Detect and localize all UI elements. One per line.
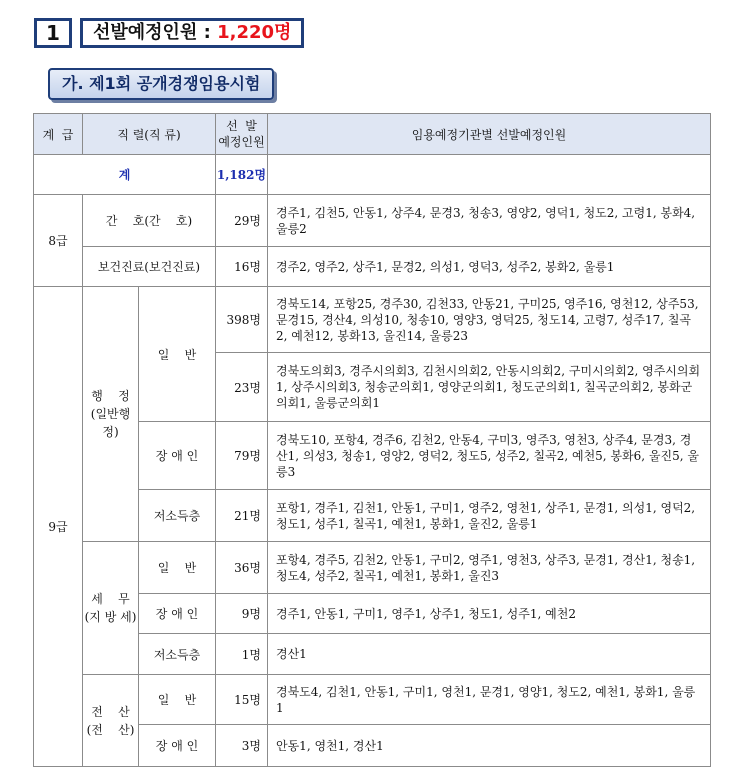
total-count: 1,220명 [217, 22, 292, 43]
row-agencies: 경북도10, 포항4, 경주6, 김천2, 안동4, 구미3, 영주3, 영천3, 상주4, 문경3, 경산1, 의성3, 청송1, 영양2, 영덕2, 청도5, 성주2, 칠곡2, 예천5, 봉화6, 울진5, 울릉3 [268, 422, 711, 490]
table-row [34, 287, 711, 353]
admin-general-type: 일 반 [139, 287, 216, 422]
row-agencies: 경북도4, 김천1, 안동1, 구미1, 영천1, 문경1, 영양1, 청도2, 예천1, 봉화1, 울릉1 [268, 675, 711, 725]
recruitment-table [33, 113, 711, 767]
row-count: 79명 [216, 422, 268, 490]
section-title-text: 선발예정인원 : [93, 22, 211, 43]
row-count: 398명 [216, 287, 268, 353]
table-row [34, 542, 711, 594]
row-agencies: 경주1, 안동1, 구미1, 영주1, 상주1, 청도1, 성주1, 예천2 [268, 594, 711, 634]
tax-sublabel: (지 방 세) [84, 610, 137, 624]
row-count: 21명 [216, 490, 268, 542]
row-agencies: 안동1, 영천1, 경산1 [268, 725, 711, 767]
row-count: 16명 [216, 247, 268, 287]
total-label: 계 [34, 155, 216, 195]
table-header-row [34, 114, 711, 155]
admin-label: 행 정 [91, 389, 130, 403]
computer-position [83, 675, 139, 767]
type-label: 장 애 인 [139, 725, 216, 767]
total-agency-empty [268, 155, 711, 195]
sub-section-title: 가. 제1회 공개경쟁임용시험 [48, 68, 274, 100]
computer-sublabel: (전 산) [86, 722, 135, 737]
row-count: 3명 [216, 725, 268, 767]
grade-8-label: 8급 [34, 195, 83, 287]
header-count-line1: 선 발 [226, 119, 257, 133]
row-count: 1명 [216, 634, 268, 675]
admin-position [83, 287, 139, 542]
row-agencies: 경주1, 김천5, 안동1, 상주4, 문경3, 청송3, 영양2, 영덕1, 청도2, 고령1, 봉화4, 울릉2 [268, 195, 711, 247]
grade-9-label: 9급 [34, 287, 83, 767]
row-count: 15명 [216, 675, 268, 725]
tax-label: 세 무 [91, 592, 130, 606]
position-health-clinic: 보건진료(보건진료) [83, 247, 216, 287]
computer-label: 전 산 [91, 704, 130, 719]
row-count: 29명 [216, 195, 268, 247]
type-label: 저소득층 [139, 490, 216, 542]
total-row [34, 155, 711, 195]
table-row [34, 675, 711, 725]
row-count: 36명 [216, 542, 268, 594]
type-label: 장 애 인 [139, 594, 216, 634]
row-count: 23명 [216, 353, 268, 422]
table-row [34, 247, 711, 287]
row-count: 9명 [216, 594, 268, 634]
header-count [216, 114, 268, 155]
row-agencies: 경주2, 영주2, 상주1, 문경2, 의성1, 영덕3, 성주2, 봉화2, 울릉1 [268, 247, 711, 287]
type-label: 일 반 [139, 542, 216, 594]
row-agencies: 포항4, 경주5, 김천2, 안동1, 구미2, 영주1, 영천3, 상주3, 문경1, 경산1, 청송1, 청도4, 성주2, 칠곡1, 예천1, 봉화1, 울진3 [268, 542, 711, 594]
row-agencies: 경산1 [268, 634, 711, 675]
type-label: 일 반 [139, 675, 216, 725]
type-label: 저소득층 [139, 634, 216, 675]
admin-sublabel: (일반행정) [90, 407, 131, 439]
row-agencies: 경북도14, 포항25, 경주30, 김천33, 안동21, 구미25, 영주16, 영천12, 상주53, 문경15, 경산4, 의성10, 청송10, 영양3, 영덕25, 청도14, 고령7, 성주17, 칠곡2, 예천12, 봉화13, 울진14, 울릉23 [268, 287, 711, 353]
row-agencies: 포항1, 경주1, 김천1, 안동1, 구미1, 영주2, 영천1, 상주1, 문경1, 의성1, 영덕2, 청도1, 성주1, 칠곡1, 예천1, 봉화1, 울진2, 울릉1 [268, 490, 711, 542]
table-row [34, 195, 711, 247]
header-count-line2: 예정인원 [218, 135, 265, 149]
position-nursing: 간 호(간 호) [83, 195, 216, 247]
total-row-count: 1,182명 [216, 155, 268, 195]
section-number: 1 [34, 18, 72, 48]
header-grade: 계 급 [34, 114, 83, 155]
header-agency: 임용예정기관별 선발예정인원 [268, 114, 711, 155]
tax-position [83, 542, 139, 675]
header-position: 직 렬(직 류) [83, 114, 216, 155]
row-agencies: 경북도의회3, 경주시의회3, 김천시의회2, 안동시의회2, 구미시의회2, 영주시의회1, 상주시의회3, 청송군의회1, 영양군의회1, 청도군의회1, 칠곡군의회2, 봉화군의회1, 울릉군의회1 [268, 353, 711, 422]
type-label: 장 애 인 [139, 422, 216, 490]
section-title [80, 18, 304, 48]
